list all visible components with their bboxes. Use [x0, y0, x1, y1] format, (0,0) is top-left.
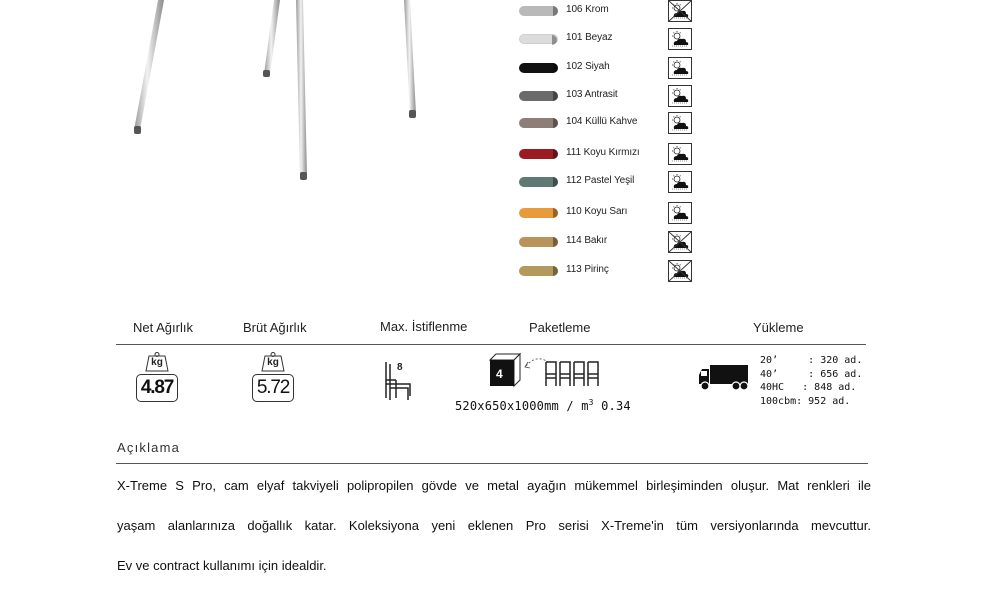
color-swatch-row	[519, 202, 699, 226]
loading-header: Yükleme	[753, 320, 804, 335]
weather-icon	[668, 112, 692, 134]
crossed-weather-icon	[668, 260, 692, 282]
description-line: yaşam alanlarınıza doğallık katar. Koleksiyona yeni eklenen Pro serisi X-Treme'in tüm versiyonlarında mevcuttur.	[117, 518, 871, 533]
kg-unit-label: kg	[267, 357, 279, 368]
loading-line: 100cbm: 952 ad.	[760, 395, 851, 407]
color-label: 113 Pirinç	[566, 264, 609, 275]
loading-capacity-list	[760, 354, 862, 408]
crossed-weather-icon	[668, 231, 692, 253]
color-swatch-row	[519, 171, 699, 195]
color-swatch-row	[519, 260, 699, 284]
pack-volume: 0.34	[593, 399, 631, 413]
color-swatch	[519, 118, 558, 128]
gross-weight-badge	[252, 352, 294, 404]
color-swatch-row	[519, 85, 699, 109]
color-swatch	[519, 177, 558, 187]
spec-divider	[116, 344, 866, 345]
loading-line: 40’ : 656 ad.	[760, 368, 863, 380]
truck-icon	[698, 364, 750, 392]
color-swatch	[519, 208, 558, 218]
net-weight-badge	[136, 352, 178, 404]
color-label: 111 Koyu Kırmızı	[566, 147, 640, 158]
gross-weight-header: Brüt Ağırlık	[243, 320, 307, 335]
weather-icon	[668, 171, 692, 193]
weather-icon	[668, 57, 692, 79]
color-swatch	[519, 6, 558, 16]
description-line: Ev ve contract kullanımı için idealdir.	[117, 558, 327, 573]
kg-unit-label: kg	[151, 357, 163, 368]
color-label: 104 Küllü Kahve	[566, 116, 638, 127]
color-label: 110 Koyu Sarı	[566, 206, 628, 217]
loading-line: 40HC : 848 ad.	[760, 382, 857, 393]
pack-dimensions	[455, 398, 631, 413]
weather-icon	[668, 28, 692, 50]
pack-dimensions-text: 520x650x1000mm / m	[455, 399, 589, 413]
pack-exponent: 3	[588, 398, 594, 407]
color-label: 102 Siyah	[566, 61, 610, 72]
loading-line: 20’ : 320 ad.	[760, 355, 863, 366]
color-swatch-row	[519, 28, 699, 52]
packaging-header: Paketleme	[529, 320, 591, 335]
description-title: Açıklama	[117, 440, 181, 455]
color-label: 112 Pastel Yeşil	[566, 175, 635, 186]
color-swatch-row	[519, 0, 699, 24]
description-line: X-Treme S Pro, cam elyaf takviyeli polipropilen gövde ve metal ayağın mükemmel birleşiminden oluşur. Mat renkleri ile	[117, 478, 871, 493]
net-weight-header: Net Ağırlık	[133, 320, 193, 335]
color-swatch	[519, 149, 558, 159]
stacking-header: Max. İstiflenme	[380, 319, 468, 334]
gross-weight-value: 5.72	[252, 374, 294, 402]
description-divider	[116, 463, 868, 464]
weather-icon	[668, 143, 692, 165]
chair-legs-image	[110, 0, 440, 190]
color-swatch	[519, 237, 558, 247]
crossed-weather-icon	[668, 0, 692, 22]
color-label: 103 Antrasit	[566, 89, 618, 100]
color-swatch	[519, 91, 558, 101]
color-label: 114 Bakır	[566, 235, 608, 246]
color-label: 101 Beyaz	[566, 32, 613, 43]
pack-count: 4	[496, 367, 503, 381]
color-swatch-row	[519, 57, 699, 81]
stack-count: 8	[397, 362, 403, 373]
color-swatch	[519, 34, 558, 44]
color-swatch	[519, 266, 558, 276]
weather-icon	[668, 202, 692, 224]
color-swatch	[519, 63, 558, 73]
net-weight-value: 4.87	[136, 374, 178, 402]
color-swatch-row	[519, 231, 699, 255]
color-swatch-row	[519, 143, 699, 167]
package-icon	[488, 352, 608, 390]
color-label: 106 Krom	[566, 4, 609, 15]
weather-icon	[668, 85, 692, 107]
color-swatch-row	[519, 112, 699, 136]
